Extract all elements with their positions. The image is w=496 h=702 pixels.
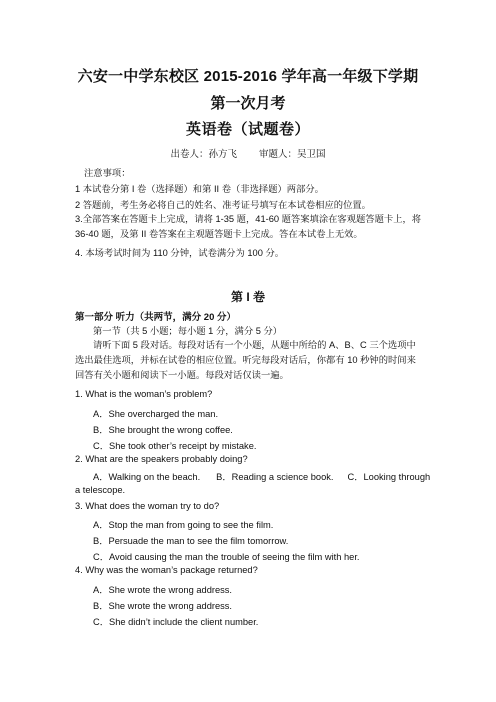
question-1-option-b: B．She brought the wrong coffee.: [93, 425, 233, 435]
question-3-option-b: B．Persuade the man to see the film tomorrow.: [93, 536, 289, 546]
author-name: 出卷人：孙方飞: [170, 149, 237, 160]
question-3-option-a: A．Stop the man from going to see the film.: [93, 520, 274, 530]
part-one-title: 第 I 卷: [230, 290, 265, 304]
question-4-option-b: B．She wrote the wrong address.: [93, 601, 233, 611]
question-2-option-c-continued: a telescope.: [75, 485, 126, 495]
reviewer-name: 审题人：吴卫国: [259, 149, 326, 160]
question-2-option-a: A．Walking on the beach.: [93, 472, 201, 482]
notice-item-4: 4. 本场考试时间为 110 分钟，试卷满分为 100 分。: [75, 248, 285, 258]
notice-item-3: 3.全部答案在答题卡上完成，请将 1-35 题，41-60 题答案填涂在客观题答题卡上，将 36-40 题，及第 II 卷答案在主观题答题卡上完成。答在本试卷上无效。: [75, 214, 422, 239]
listening-section-title: 第一部分 听力（共两节，满分 20 分）: [75, 312, 236, 323]
listening-instructions: 请听下面 5 段对话。每段对话有一个小题，从题中所给的 A、B、C 三个选项中选出最佳选项，并标在试卷的相应位置。听完每段对话后，你都有 10 秒钟的时间来回答有关小题和阅读下一小题。每段对话仅读一遍。: [75, 340, 416, 380]
question-2-stem: 2. What are the speakers probably doing?: [75, 454, 248, 464]
listening-subsection: 第一节（共 5 小题；每小题 1 分，满分 5 分）: [93, 326, 283, 336]
question-4-option-c: C．She didn’t include the client number.: [93, 617, 259, 627]
question-3-option-c: C．Avoid causing the man the trouble of seeing the film with her.: [93, 552, 360, 562]
notice-item-1: 1 本试卷分第 I 卷（选择题）和第 II 卷（非选择题）两部分。: [75, 184, 324, 194]
question-1-option-c: C．She took other’s receipt by mistake.: [93, 441, 257, 451]
notice-heading: 注意事项：: [84, 168, 131, 178]
exam-title: 六安一中学东校区 2015-2016 学年高一年级下学期: [77, 68, 419, 85]
exam-subtitle: 第一次月考: [210, 95, 286, 112]
authors-line: [0, 146, 496, 160]
paper-title: 英语卷（试题卷）: [185, 121, 310, 138]
question-2-options: [93, 469, 431, 483]
question-1-option-a: A．She overcharged the man.: [93, 409, 219, 419]
notice-item-2: 2 答题前，考生务必将自己的姓名、准考证号填写在本试卷相应的位置。: [75, 200, 371, 210]
question-1-stem: 1. What is the woman’s problem?: [75, 389, 213, 399]
question-2-option-b: B．Reading a science book.: [216, 472, 334, 482]
question-4-stem: 4. Why was the woman’s package returned?: [75, 565, 258, 575]
question-3-stem: 3. What does the woman try to do?: [75, 501, 220, 511]
question-4-option-a: A．She wrote the wrong address.: [93, 585, 233, 595]
question-2-option-c: C．Looking through: [347, 472, 431, 482]
